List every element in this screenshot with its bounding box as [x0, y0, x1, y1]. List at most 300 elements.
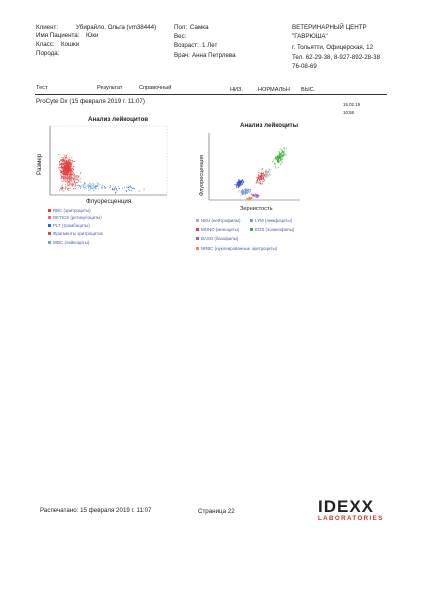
scatter-point — [279, 162, 280, 163]
scatter-point — [69, 184, 70, 185]
scatter-point — [65, 177, 66, 178]
scatter-point — [68, 174, 69, 175]
col-test: Тест — [36, 85, 48, 91]
scatter-point — [63, 161, 64, 162]
scatter-point — [63, 181, 64, 182]
scatter-point — [73, 177, 74, 178]
scatter-point — [241, 185, 242, 186]
scatter-point — [277, 159, 278, 160]
scatter-point — [65, 188, 66, 189]
scatter-point — [242, 182, 243, 183]
scatter-point — [66, 170, 67, 171]
scatter-point — [280, 153, 281, 154]
section-time: 10:58 — [343, 110, 354, 115]
scatter-point — [61, 181, 62, 182]
scatter-point — [73, 179, 74, 180]
scatter-point — [88, 188, 89, 189]
scatter-point — [258, 195, 259, 196]
scatter-point — [61, 163, 62, 164]
scatter-point — [72, 177, 73, 178]
scatter-point — [69, 168, 70, 169]
scatter-point — [266, 171, 267, 172]
scatter-point — [262, 174, 263, 175]
scatter-point — [68, 182, 69, 183]
scatter-point — [70, 184, 71, 185]
scatter-point — [86, 188, 87, 189]
scatter-point — [283, 153, 284, 154]
scatter-point — [249, 192, 250, 193]
scatter-point — [69, 157, 70, 158]
scatter-point — [68, 188, 69, 189]
scatter-point — [102, 185, 103, 186]
scatter-point — [239, 185, 240, 186]
scatter-point — [74, 175, 75, 176]
scatter-point — [75, 184, 76, 185]
scatter-point — [265, 177, 266, 178]
scatter-point — [286, 148, 287, 149]
scatter-point — [75, 177, 76, 178]
scatter-point — [262, 183, 263, 184]
scatter-point — [69, 165, 70, 166]
scatter-point — [69, 177, 70, 178]
scatter-point — [66, 155, 67, 156]
scatter-point — [282, 158, 283, 159]
scatter-point — [284, 154, 285, 155]
scatter-point — [93, 185, 94, 186]
left-legend-item-wbc: WBC (лейкоциты) — [48, 240, 89, 245]
scatter-point — [70, 183, 71, 184]
scatter-point — [91, 184, 92, 185]
scatter-point — [243, 193, 244, 194]
scatter-point — [63, 187, 64, 188]
scatter-point — [264, 179, 265, 180]
scatter-point — [245, 189, 246, 190]
scatter-point — [285, 154, 286, 155]
scatter-point — [71, 177, 72, 178]
col-normal: НОРМАЛЬН — [258, 87, 290, 93]
col-high: ВЫС. — [301, 87, 316, 93]
scatter-point — [77, 177, 78, 178]
scatter-point — [72, 184, 73, 185]
scatter-point — [60, 170, 61, 171]
scatter-point — [242, 191, 243, 192]
scatter-point — [61, 177, 62, 178]
scatter-point — [71, 165, 72, 166]
scatter-point — [258, 175, 259, 176]
scatter-point — [69, 174, 70, 175]
scatter-point — [259, 183, 260, 184]
scatter-point — [98, 184, 99, 185]
scatter-point — [264, 180, 265, 181]
scatter-point — [78, 185, 79, 186]
scatter-point — [80, 172, 81, 173]
right-legend-item-eos: EOS (эозинофилы) — [250, 227, 294, 232]
scatter-point — [117, 190, 118, 191]
printed-date: Распечатано: 15 февраля 2019 г. 11:07 — [40, 507, 152, 514]
scatter-point — [284, 152, 285, 153]
scatter-point — [90, 189, 91, 190]
scatter-point — [74, 181, 75, 182]
scatter-point — [282, 161, 283, 162]
scatter-point — [62, 185, 63, 186]
age-value: 1 Лет — [202, 42, 218, 49]
scatter-point — [76, 182, 77, 183]
scatter-point — [278, 161, 279, 162]
scatter-point — [101, 188, 102, 189]
scatter-point — [242, 184, 243, 185]
scatter-point — [266, 170, 267, 171]
scatter-point — [68, 190, 69, 191]
scatter-point — [246, 190, 247, 191]
scatter-point — [67, 161, 68, 162]
scatter-point — [251, 197, 252, 198]
scatter-point — [93, 190, 94, 191]
scatter-point — [261, 175, 262, 176]
scatter-point — [82, 185, 83, 186]
scatter-point — [64, 156, 65, 157]
scatter-point — [130, 186, 131, 187]
scatter-point — [63, 160, 64, 161]
scatter-point — [243, 190, 244, 191]
scatter-point — [62, 176, 63, 177]
scatter-point — [283, 151, 284, 152]
scatter-point — [242, 193, 243, 194]
scatter-point — [263, 173, 264, 174]
scatter-point — [59, 154, 60, 155]
scatter-point — [268, 175, 269, 176]
scatter-point — [62, 173, 63, 174]
scatter-point — [84, 182, 85, 183]
left-legend-item-rbc: RBC (эритроциты) — [48, 208, 91, 213]
scatter-point — [263, 179, 264, 180]
scatter-point — [272, 161, 273, 162]
scatter-point — [281, 152, 282, 153]
scatter-point — [67, 161, 68, 162]
scatter-point — [251, 194, 252, 195]
scatter-point — [77, 185, 78, 186]
scatter-point — [245, 190, 246, 191]
scatter-point — [262, 184, 263, 185]
scatter-point — [63, 178, 64, 179]
scatter-point — [264, 174, 265, 175]
scatter-point — [261, 169, 262, 170]
scatter-point — [72, 178, 73, 179]
scatter-point — [237, 182, 238, 183]
scatter-point — [253, 196, 254, 197]
scatter-point — [265, 176, 266, 177]
scatter-point — [260, 179, 261, 180]
scatter-point — [64, 179, 65, 180]
scatter-point — [280, 160, 281, 161]
scatter-point — [66, 182, 67, 183]
scatter-point — [93, 183, 94, 184]
scatter-point — [100, 184, 101, 185]
scatter-point — [274, 163, 275, 164]
left-chart-title: Анализ лейкоцитов — [88, 116, 149, 123]
scatter-point — [101, 187, 102, 188]
right-chart-title: Анализ лейкоциты — [240, 122, 298, 129]
scatter-point — [74, 174, 75, 175]
col-result: Результат — [97, 85, 123, 91]
scatter-point — [59, 163, 60, 164]
scatter-point — [62, 169, 63, 170]
left-legend-item-fragments: Фрагменты эритроцитов — [48, 231, 103, 236]
scatter-point — [67, 172, 68, 173]
scatter-point — [238, 184, 239, 185]
scatter-point — [70, 161, 71, 162]
scatter-point — [134, 188, 135, 189]
scatter-point — [61, 178, 62, 179]
scatter-point — [243, 194, 244, 195]
scatter-point — [236, 186, 237, 187]
scatter-point — [70, 179, 71, 180]
scatter-point — [131, 190, 132, 191]
scatter-point — [280, 164, 281, 165]
scatter-point — [68, 170, 69, 171]
scatter-point — [65, 169, 66, 170]
scatter-point — [80, 186, 81, 187]
scatter-point — [76, 186, 77, 187]
scatter-point — [283, 156, 284, 157]
scatter-point — [65, 160, 66, 161]
scatter-point — [68, 160, 69, 161]
scatter-point — [245, 192, 246, 193]
scatter-point — [90, 183, 91, 184]
scatter-point — [265, 176, 266, 177]
scatter-point — [75, 183, 76, 184]
scatter-point — [269, 170, 270, 171]
scatter-point — [115, 186, 116, 187]
scatter-point — [68, 162, 69, 163]
scatter-point — [66, 187, 67, 188]
scatter-point — [90, 186, 91, 187]
scatter-point — [259, 176, 260, 177]
scatter-point — [112, 188, 113, 189]
scatter-point — [275, 168, 276, 169]
scatter-point — [266, 174, 267, 175]
scatter-point — [242, 194, 243, 195]
scatter-point — [67, 183, 68, 184]
scatter-point — [241, 195, 242, 196]
scatter-point — [126, 187, 127, 188]
left-legend-item-plt: PLT (тромбоциты) — [48, 223, 90, 228]
scatter-point — [144, 189, 145, 190]
scatter-point — [133, 188, 134, 189]
scatter-point — [273, 160, 274, 161]
scatter-point — [68, 185, 69, 186]
scatter-point — [277, 157, 278, 158]
scatter-point — [116, 189, 117, 190]
scatter-point — [59, 167, 60, 168]
scatter-point — [59, 169, 60, 170]
scatter-point — [65, 180, 66, 181]
scatter-point — [279, 151, 280, 152]
scatter-point — [67, 175, 68, 176]
right-legend-item-lym: LYM (лимфоциты) — [250, 218, 292, 223]
scatter-point — [95, 188, 96, 189]
scatter-point — [67, 176, 68, 177]
scatter-point — [279, 156, 280, 157]
scatter-point — [92, 185, 93, 186]
scatter-point — [241, 192, 242, 193]
scatter-point — [67, 164, 68, 165]
scatter-point — [67, 158, 68, 159]
scatter-point — [71, 175, 72, 176]
scatter-point — [260, 181, 261, 182]
clinic-phone: Тел. 62-29-38, 8-927-892-28-38 — [292, 54, 381, 61]
scatter-point — [257, 197, 258, 198]
scatter-point — [258, 182, 259, 183]
scatter-point — [281, 155, 282, 156]
scatter-point — [248, 189, 249, 190]
scatter-point — [88, 187, 89, 188]
scatter-point — [284, 149, 285, 150]
scatter-point — [267, 172, 268, 173]
scatter-point — [236, 187, 237, 188]
scatter-point — [70, 163, 71, 164]
scatter-point — [62, 187, 63, 188]
scatter-point — [79, 185, 80, 186]
scatter-point — [61, 172, 62, 173]
scatter-point — [261, 179, 262, 180]
scatter-point — [62, 189, 63, 190]
header-divider — [35, 94, 387, 95]
scatter-point — [238, 187, 239, 188]
scatter-point — [67, 185, 68, 186]
scatter-point — [61, 157, 62, 158]
scatter-point — [257, 182, 258, 183]
patient-value: Юки — [86, 32, 99, 39]
scatter-point — [74, 178, 75, 179]
clinic-address: г. Тольятти, Офицерская, 12 — [292, 44, 374, 51]
scatter-point — [238, 181, 239, 182]
scatter-point — [242, 180, 243, 181]
scatter-point — [283, 155, 284, 156]
scatter-point — [77, 175, 78, 176]
scatter-point — [71, 168, 72, 169]
scatter-point — [236, 185, 237, 186]
scatter-point — [70, 176, 71, 177]
scatter-point — [63, 174, 64, 175]
scatter-point — [79, 186, 80, 187]
scatter-point — [68, 185, 69, 186]
scatter-point — [85, 187, 86, 188]
scatter-point — [69, 171, 70, 172]
scatter-point — [59, 161, 60, 162]
scatter-point — [81, 178, 82, 179]
scatter-point — [95, 186, 96, 187]
scatter-point — [128, 186, 129, 187]
left-scatter-chart — [50, 126, 168, 196]
right-chart-points — [235, 147, 287, 201]
scatter-point — [78, 176, 79, 177]
scatter-point — [251, 194, 252, 195]
scatter-point — [122, 188, 123, 189]
scatter-point — [61, 165, 62, 166]
scatter-point — [261, 173, 262, 174]
scatter-point — [119, 188, 120, 189]
scatter-point — [64, 160, 65, 161]
scatter-point — [60, 188, 61, 189]
scatter-point — [73, 161, 74, 162]
scatter-point — [63, 164, 64, 165]
scatter-point — [265, 170, 266, 171]
scatter-point — [60, 160, 61, 161]
doctor-value: Анна Петрлева — [192, 52, 236, 59]
scatter-point — [118, 186, 119, 187]
scatter-point — [251, 198, 252, 199]
scatter-point — [131, 187, 132, 188]
scatter-point — [258, 172, 259, 173]
scatter-point — [60, 172, 61, 173]
scatter-point — [67, 189, 68, 190]
scatter-point — [126, 191, 127, 192]
clinic-name-2: "ГАВРЮША" — [292, 33, 328, 40]
sex-value: Самка — [190, 24, 209, 31]
scatter-point — [61, 167, 62, 168]
scatter-point — [86, 186, 87, 187]
scatter-point — [84, 183, 85, 184]
scatter-point — [65, 167, 66, 168]
right-scatter-chart — [209, 133, 301, 201]
class-value: Кошки — [61, 41, 80, 48]
scatter-point — [76, 177, 77, 178]
scatter-point — [238, 180, 239, 181]
scatter-point — [64, 174, 65, 175]
right-legend-item-baso: BASO (базофилы) — [196, 236, 238, 241]
scatter-point — [97, 185, 98, 186]
scatter-point — [65, 166, 66, 167]
scatter-point — [239, 190, 240, 191]
scatter-point — [268, 171, 269, 172]
scatter-point — [263, 181, 264, 182]
scatter-point — [257, 180, 258, 181]
scatter-point — [110, 187, 111, 188]
left-chart-frame — [50, 126, 167, 195]
sex-label: Пол: — [174, 24, 188, 31]
scatter-point — [88, 190, 89, 191]
scatter-point — [276, 159, 277, 160]
scatter-point — [95, 187, 96, 188]
scatter-point — [61, 170, 62, 171]
scatter-point — [64, 176, 65, 177]
scatter-point — [73, 174, 74, 175]
scatter-point — [243, 192, 244, 193]
right-chart-ylabel: Флуоресценция — [199, 155, 205, 196]
scatter-point — [244, 193, 245, 194]
scatter-point — [71, 169, 72, 170]
scatter-point — [252, 195, 253, 196]
scatter-point — [63, 176, 64, 177]
scatter-point — [248, 198, 249, 199]
scatter-point — [66, 172, 67, 173]
scatter-point — [283, 154, 284, 155]
scatter-point — [65, 184, 66, 185]
scatter-point — [238, 192, 239, 193]
scatter-point — [265, 173, 266, 174]
scatter-point — [279, 160, 280, 161]
scatter-point — [62, 163, 63, 164]
scatter-point — [80, 173, 81, 174]
scatter-point — [238, 179, 239, 180]
right-chart-xlabel: Зернистость — [240, 206, 273, 212]
scatter-point — [68, 171, 69, 172]
scatter-point — [79, 180, 80, 181]
scatter-point — [63, 169, 64, 170]
client-label: Клиент: — [36, 24, 59, 31]
scatter-point — [83, 184, 84, 185]
scatter-point — [72, 174, 73, 175]
